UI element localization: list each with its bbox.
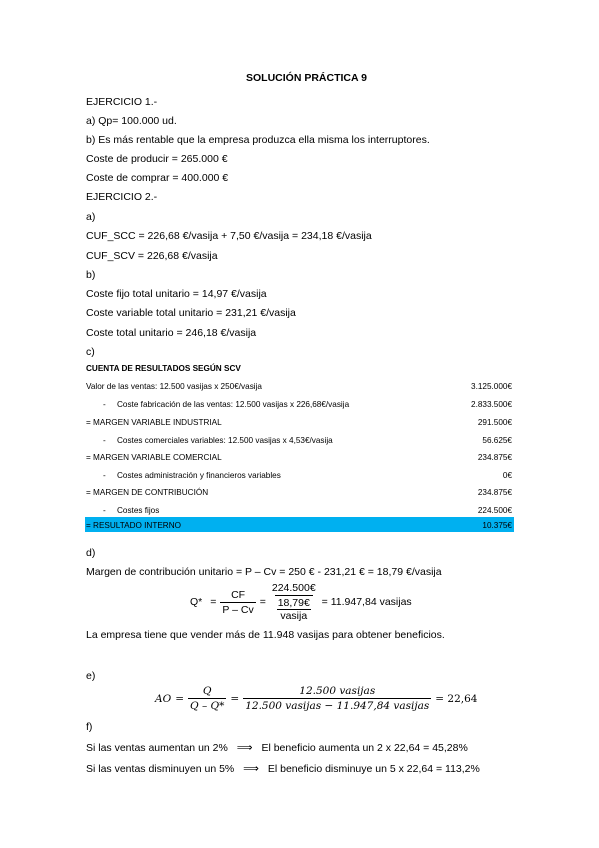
cuenta-row-value: 3.125.000€	[471, 382, 512, 391]
coste-fijo: Coste fijo total unitario = 14,97 €/vasija	[86, 288, 267, 300]
cuenta-row-value: 2.833.500€	[471, 400, 512, 409]
coste-total: Coste total unitario = 246,18 €/vasija	[86, 327, 257, 339]
eq-e-frac1-num: Q	[202, 685, 212, 697]
eq-e-fraction-1	[188, 685, 226, 712]
eq-d-lhs: Q*	[190, 596, 203, 608]
coste-producir: Coste de producir = 265.000 €	[86, 153, 228, 165]
cuenta-row-label: Coste fabricación de las ventas: 12.500 vasijas x 226,68€/vasija	[117, 400, 350, 409]
cuenta-row-value: 0€	[502, 471, 512, 480]
eq-e-fraction-2	[243, 685, 431, 712]
eq-e-equals: =	[175, 692, 185, 705]
ej2-heading: EJERCICIO 2.-	[86, 191, 158, 203]
ej2-b-label: b)	[86, 269, 96, 281]
cuenta-row-value: 234.875€	[477, 453, 512, 462]
eq-e-frac1-den: Q – Q*	[190, 700, 225, 712]
coste-variable: Coste variable total unitario = 231,21 €/vasija	[86, 307, 296, 319]
f-line-2-result: El beneficio disminuye un 5 x 22,64 = 113,2%	[267, 763, 480, 775]
cuenta-row-label: = RESULTADO INTERNO	[86, 521, 182, 530]
eq-d-frac1-den: P – Cv	[222, 603, 254, 616]
f-line-1	[86, 741, 468, 754]
eq-e-frac2-num: 12.500 vasijas	[299, 685, 376, 697]
eq-d-frac2-den-bot: vasija	[280, 610, 308, 622]
eq-d-frac1-num: CF	[231, 588, 246, 601]
implies-arrow-icon: ⟹	[236, 741, 253, 754]
eq-d-equals: =	[210, 596, 217, 608]
cuenta-row-label: = MARGEN VARIABLE COMERCIAL	[86, 453, 222, 462]
cuenta-row-label: Costes comerciales variables: 12.500 vasijas x 4,53€/vasija	[117, 436, 333, 445]
ej1-heading: EJERCICIO 1.-	[86, 96, 158, 108]
eq-d-fraction-1	[220, 589, 255, 616]
ej2-e-label: e)	[86, 670, 96, 682]
f-line-2-condition: Si las ventas disminuyen un 5%	[86, 763, 235, 775]
cuenta-row-bullet: -	[103, 436, 106, 445]
cuenta-row-bullet: -	[103, 471, 106, 480]
ej2-c-label: c)	[86, 346, 95, 358]
cuenta-title: CUENTA DE RESULTADOS SEGÚN SCV	[86, 364, 241, 373]
cuenta-row-value: 291.500€	[477, 418, 512, 427]
equation-breakeven	[190, 582, 412, 622]
eq-d-frac2-den-top: 18,79€	[277, 597, 310, 609]
f-line-1-result: El beneficio aumenta un 2 x 22,64 = 45,28%	[261, 742, 468, 754]
ej2-d-label: d)	[86, 547, 96, 559]
margen-contribucion: Margen de contribución unitario = P – Cv = 250 € - 231,21 € = 18,79 €/vasija	[86, 566, 442, 578]
eq-d-equals-2: =	[259, 596, 266, 608]
cuenta-row-label: Costes administración y financieros variables	[117, 471, 281, 480]
eq-d-fraction-2	[270, 582, 318, 622]
cuenta-row-value: 224.500€	[477, 506, 512, 515]
cuenta-row-value: 56.625€	[482, 436, 512, 445]
eq-e-result: = 22,64	[435, 692, 478, 705]
eq-e-equals-2: =	[230, 692, 240, 705]
cuenta-row-bullet: -	[103, 400, 106, 409]
ej1-a: a) Qp= 100.000 ud.	[86, 115, 177, 127]
eq-e-lhs: AO	[155, 692, 172, 705]
cuenta-row-label: = MARGEN DE CONTRIBUCIÓN	[86, 488, 209, 497]
implies-arrow-icon: ⟹	[243, 762, 259, 775]
cuenta-row-label: Valor de las ventas: 12.500 vasijas x 250€/vasija	[86, 382, 262, 391]
ej1-b: b) Es más rentable que la empresa produzca ella misma los interruptores.	[86, 134, 430, 146]
conclusion: La empresa tiene que vender más de 11.948 vasijas para obtener beneficios.	[86, 629, 445, 641]
eq-e-frac2-den: 12.500 vasijas − 11.947,84 vasijas	[245, 700, 430, 712]
cuenta-row-value: 234.875€	[477, 488, 512, 497]
cuenta-row-label: = MARGEN VARIABLE INDUSTRIAL	[86, 418, 222, 427]
ej2-a-label: a)	[86, 211, 96, 223]
cuf-scv: CUF_SCV = 226,68 €/vasija	[86, 250, 218, 262]
cuf-scc: CUF_SCC = 226,68 €/vasija + 7,50 €/vasija = 234,18 €/vasija	[86, 230, 372, 242]
cuenta-row-label: Costes fijos	[117, 506, 160, 515]
f-line-2	[86, 762, 480, 775]
cuenta-row-bullet: -	[103, 506, 106, 515]
equation-leverage	[155, 685, 477, 712]
eq-d-frac2-num: 224.500€	[271, 582, 316, 594]
ej2-f-label: f)	[86, 721, 93, 733]
page-title: SOLUCIÓN PRÁCTICA 9	[246, 72, 367, 84]
eq-d-frac2-den	[275, 595, 313, 622]
cuenta-row-value: 10.375€	[482, 521, 512, 530]
coste-comprar: Coste de comprar = 400.000 €	[86, 172, 229, 184]
eq-d-result: = 11.947,84 vasijas	[321, 596, 412, 608]
f-line-1-condition: Si las ventas aumentan un 2%	[86, 742, 228, 754]
